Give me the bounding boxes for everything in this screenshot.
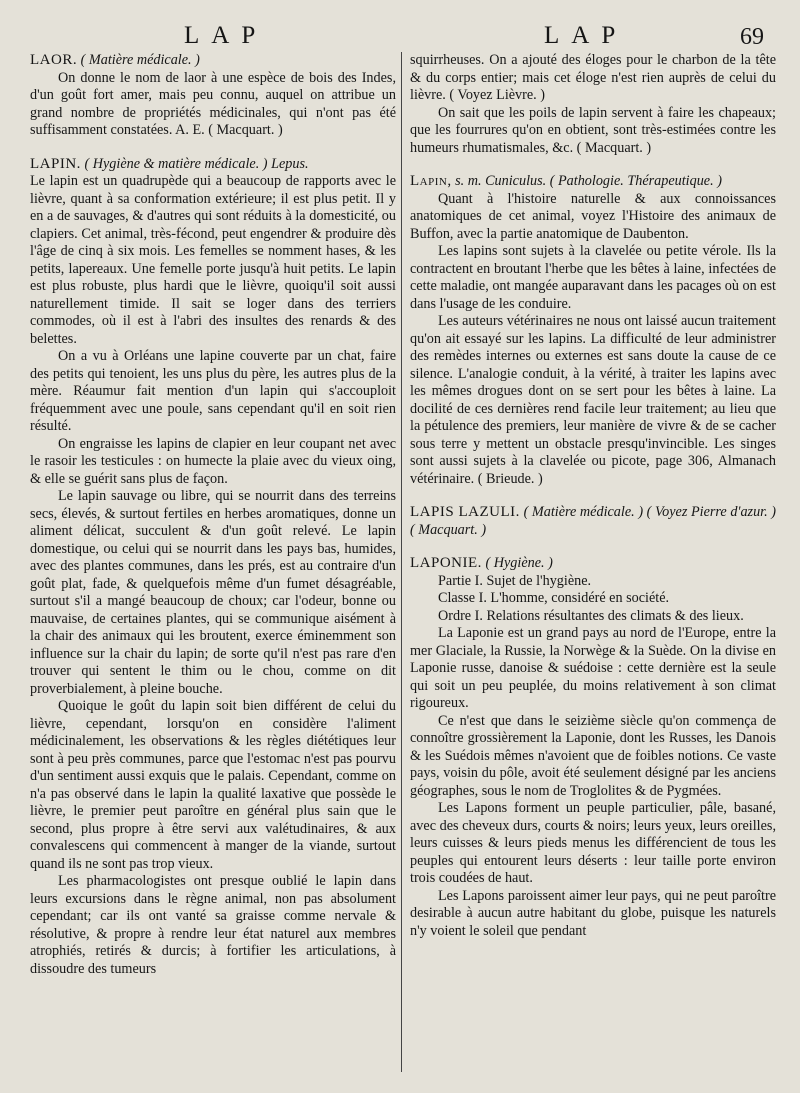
paragraph: On donne le nom de laor à une espèce de bois des Indes, d'un goût fort amer, mais peu connu, auquel on attribue un grand nombre de propriétés médicinales, qui n'ont pas été suffisamment constatées. A. E. ( Macquart. ) xyxy=(30,69,396,138)
paragraph: Les pharmacologistes ont presque oublié le lapin dans leurs excursions dans le règne animal, non pas absolument cependant; car ils ont vanté sa graisse comme nervale & résolutive, & propre à rendre leur état naturel aux membres atrophiés, retirés & durcis; à fortifier les articulations, à dissoudre des tumeurs xyxy=(30,873,396,977)
paragraph: Le lapin sauvage ou libre, qui se nourrit dans des terreins secs, élevés, & surtout fertiles en herbes aromatiques, donne un aliment délicat, succulent & d'un goût relevé. Le lapin domestique, ou celui qui se nourrit dans les pays bas, humides, avec des plantes communes, dans les prés, est au contraire d'un goût plat, fade, & quelquefois même d'un fumet désagréable, surtout s'il a mangé beaucoup de choux; car l'odeur, bonne ou mauvaise, de certaines plantes, qui se communique aisément à la chair des animaux qui les broutent, exerce éminemment son influence sur la chair du lapin; de sorte qu'il n'est pas rare d'en trouver qui sentent le thim ou le chou, comme on dit proverbialement, à pleine bouche. xyxy=(30,488,396,697)
entry-laponie xyxy=(410,555,776,940)
paragraph: Ce n'est que dans le seizième siècle qu'on commença de connoître grossièrement la Laponie, dont les Russes, les Danois & les Suédois mêmes n'avoient que de foibles notions. Ce vaste pays, voisin du pôle, avoit été seulement désigné par les anciens géographes, sous le nom de Troglolites & de Pygmées. xyxy=(410,712,776,799)
running-head-left: LAP xyxy=(184,22,268,49)
entry-subject: ( Hygiène & matière médicale. ) Lepus. xyxy=(84,155,309,172)
entry-title: LAPONIE. xyxy=(410,555,482,571)
entry-subject: s. m. Cuniculus. ( Pathologie. Thérapeutique. ) xyxy=(455,173,722,189)
running-head-right: LAP xyxy=(544,22,628,49)
entry-title: LAPIS LAZULI. xyxy=(410,504,520,520)
paragraph: Les Lapons forment un peuple particulier, pâle, basané, avec des cheveux durs, courts & noirs; leurs yeux, leurs oreilles, leurs cuisses & leurs pieds menus les différencient de tous les peuples qui entourent leurs déserts : leur taille porte environ trois coudées de haut. xyxy=(410,800,776,886)
paragraph: Le lapin est un quadrupède qui a beaucoup de rapports avec le lièvre, quant à sa conformation extérieure; il est plus petit. Il y en a de sauvages, & d'autres qui sont réduits à la domesticité, ou clapiers. Cet animal, très-fécond, peut engendrer & produire dès l'âge de cinq à six mois. Les femelles se nomment hases, & les petits, lapereaux. Une femelle porte jusqu'à huit petits. Le lapin est plus robuste, plus hardi que le lièvre, quoiqu'il soit aussi naturellement timide. Il sait se loger dans des terriers commodes, où il est à l'abri des insultes des renards & des belettes. xyxy=(30,173,396,347)
entry-subject: ( Matière médicale. ) ( Voyez Pierre d'azur. ) ( Macquart. ) xyxy=(410,504,777,538)
classification-line: Classe I. L'homme, considéré en société. xyxy=(438,590,670,606)
entry-lapis-lazuli xyxy=(410,504,776,539)
paragraph: La Laponie est un grand pays au nord de l'Europe, entre la mer Glaciale, la Russie, la Norwège & la Suède. On la divise en Laponie russe, danoise & suédoise : cette dernière est la seule qui soit un peu peuplée, du moins relativement à son climat rigoureux. xyxy=(410,625,776,711)
right-column xyxy=(410,52,776,956)
paragraph: Quant à l'histoire naturelle & aux connoissances anatomiques de cet animal, voyez l'Histoire des animaux de Buffon, avec la partie anatomique de Daubenton. xyxy=(410,190,776,242)
paragraph: Quoique le goût du lapin soit bien différent de celui du lièvre, cependant, lorsqu'on en considère l'aliment médicinalement, les observations & les règles diététiques leur sont à peu près communes, parce que l'estomac n'est pas pourvu d'un sentiment aussi exquis que le palais. Cependant, comme on n'a pas observé dans le lapin la qualité laxative que possède le lièvre, le premier peut paroître en général plus sain que le second, plus propre à être servi aux valétudinaires, & aux convalescens qui commencent à manger de la viande, surtout quand ils ne sont pas trop vieux. xyxy=(30,698,396,872)
entry-subject: ( Hygiène. ) xyxy=(485,555,553,571)
paragraph: On engraisse les lapins de clapier en leur coupant net avec le rasoir les testicules : on humecte la plaie avec du vieux oing, & elle se guérit sans plus de façon. xyxy=(30,435,396,487)
entry-title: LAOR. xyxy=(30,52,78,68)
entry-laor xyxy=(30,52,396,140)
classification-line: Partie I. Sujet de l'hygiène. xyxy=(438,572,592,589)
paragraph: squirrheuses. On a ajouté des éloges pour le charbon de la tête & du corps entier; mais cet éloge n'est rien auprès de celui du lièvre. ( Voyez Lièvre. ) xyxy=(410,52,776,103)
entry-subject: ( Matière médicale. ) xyxy=(80,52,200,68)
entry-title: LAPIN. xyxy=(30,155,81,172)
paragraph: Les Lapons paroissent aimer leur pays, qui ne peut paroître desirable à aucun autre habitant du globe, puisque les naturels n'y voient le soleil que pendant xyxy=(410,887,776,939)
classification-line: Ordre I. Relations résultantes des climats & des lieux. xyxy=(438,607,744,624)
entry-title: Lapin, xyxy=(410,173,452,189)
entry-lapin-continued xyxy=(410,52,776,157)
paragraph: Les lapins sont sujets à la clavelée ou petite vérole. Ils la contractent en broutant l'herbe que les bêtes à laine, infectées de cette maladie, ont mangée auparavant dans les pacages où on est dans l'usage de les conduire. xyxy=(410,243,776,312)
page-number: 69 xyxy=(740,24,764,50)
entry-lapin-hygiene xyxy=(30,156,396,979)
left-column xyxy=(30,52,396,994)
paragraph: Les auteurs vétérinaires ne nous ont laissé aucun traitement qu'on ait essayé sur les lapins. La difficulté de leur administrer des remèdes internes ou externes est sans doute la cause de ce silence. L'analogie conduit, à la vérité, à traiter les lapins avec les mêmes drogues dont on se sert pour les bêtes à laine. La docilité de ces dernières rend facile leur traitement; au lieu que la pétulence des premiers, leur manière de vivre & de se cacher sous terre y mettent un obstacle presqu'invincible. Les singes sont aussi sujets à la clavelée ou picote, page 306, Almanach vétérinaire. ( Brieude. ) xyxy=(410,313,776,487)
column-rule xyxy=(401,52,402,1072)
paragraph: On a vu à Orléans une lapine couverte par un chat, faire des petits qui tenoient, les uns plus du père, les autres plus de la mère. Réaumur fait mention d'un lapin qui s'accouploit fréquemment avec une poule, sans cependant qu'il en soit rien résulté. xyxy=(30,348,396,434)
paragraph: On sait que les poils de lapin servent à faire les chapeaux; que les fourrures qu'on en obtient, sont très-estimées contre les humeurs rhumatismales, &c. ( Macquart. ) xyxy=(410,104,776,156)
entry-lapin-pathologie xyxy=(410,173,776,488)
